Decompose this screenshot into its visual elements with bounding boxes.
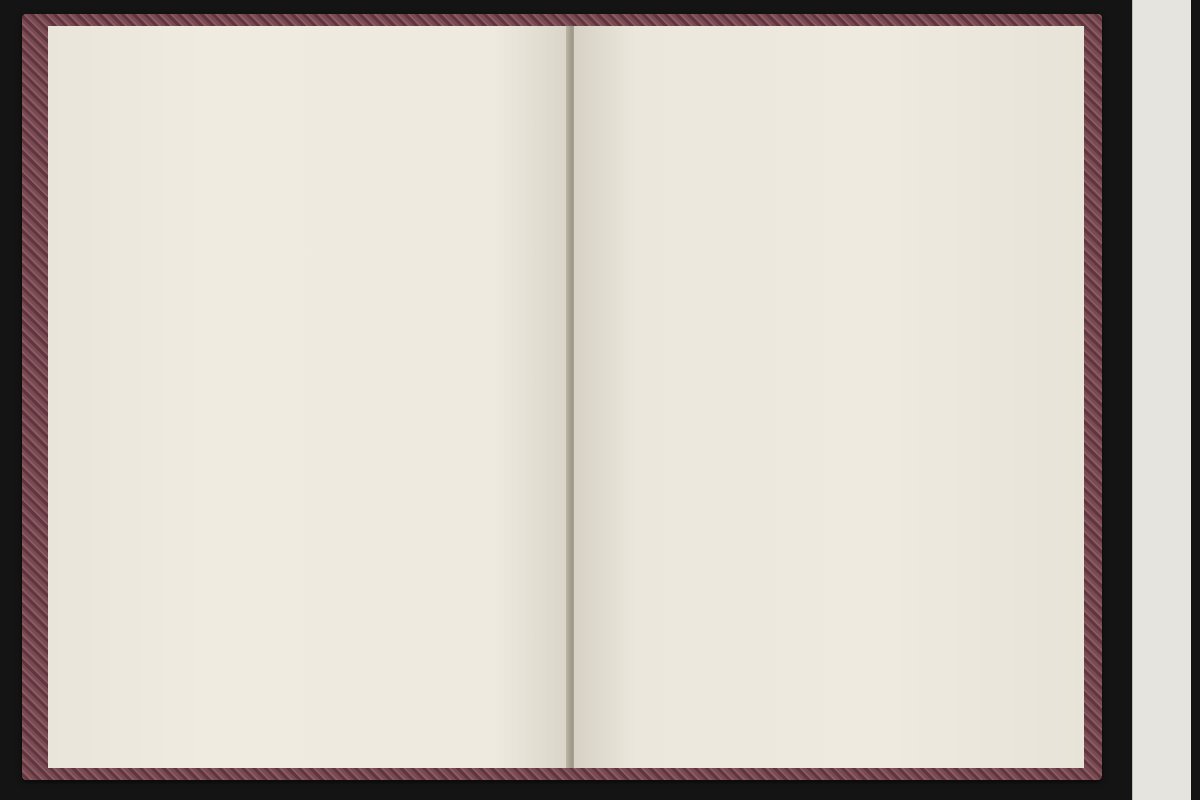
measurement-ruler (1132, 0, 1191, 800)
left-page (48, 26, 572, 768)
right-page (574, 26, 1084, 768)
